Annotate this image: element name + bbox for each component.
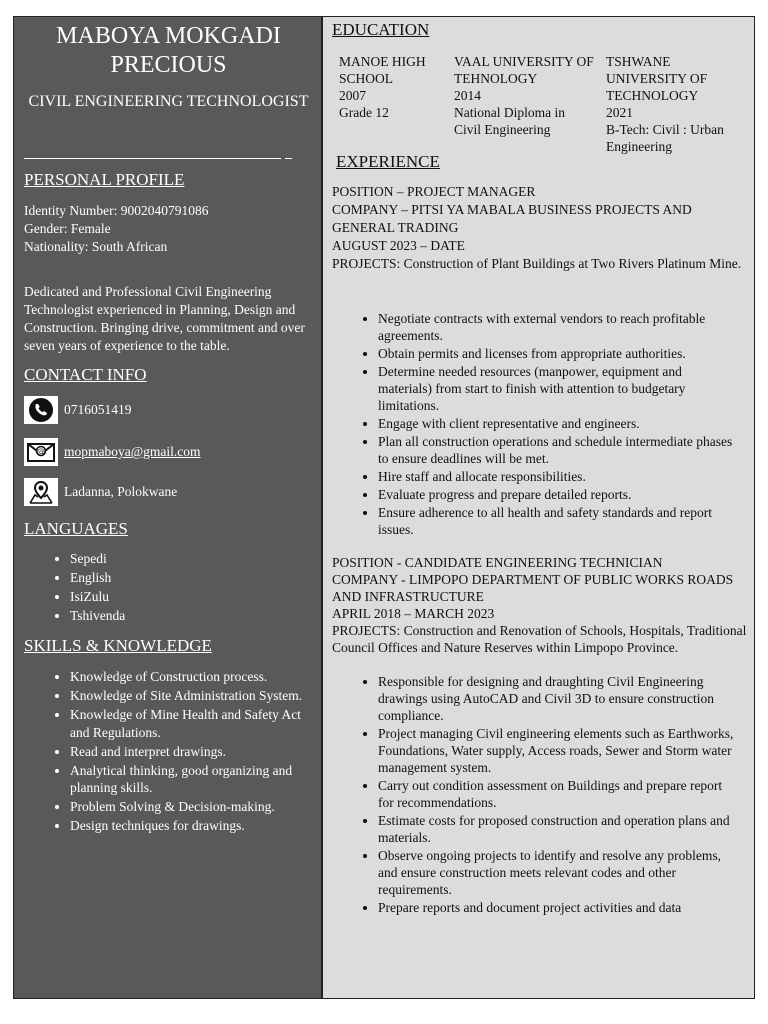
job-duties [332, 310, 738, 539]
education-qualification: National Diploma in Civil Engineering [454, 105, 565, 137]
phone-icon [24, 396, 58, 424]
list-item: • Knowledge of Mine Health and Safety Act and Regulations. [70, 706, 317, 741]
education-entry [339, 53, 447, 121]
personal-profile-heading: PERSONAL PROFILE [24, 170, 185, 189]
list-item: • Evaluate progress and prepare detailed reports. [378, 486, 738, 503]
job-projects: PROJECTS: Construction and Renovation of Schools, Hospitals, Traditional Council Offices and Nature Reserves within Limpopo Province. [332, 623, 747, 655]
job-dates: APRIL 2018 – MARCH 2023 [332, 606, 495, 621]
contact-phone-row [24, 395, 132, 425]
svg-text:@: @ [37, 447, 45, 456]
list-item: • Problem Solving & Decision-making. [70, 798, 317, 816]
gender: Gender: Female [24, 221, 111, 236]
nationality: Nationality: South African [24, 239, 168, 254]
list-item: • Tshivenda [70, 607, 317, 625]
list-item: • Negotiate contracts with external vendors to reach profitable agreements. [378, 310, 738, 344]
education-institution: TSHWANE UNIVERSITY OF TECHNOLOGY [606, 54, 708, 103]
list-item: • Obtain permits and licenses from appropriate authorities. [378, 345, 738, 362]
divider [24, 158, 281, 159]
skills-list [24, 668, 317, 836]
list-item: • Determine needed resources (manpower, equipment and materials) from start to finish with attention to budgetary limitations. [378, 363, 738, 414]
languages-list [24, 550, 317, 626]
list-item: • Plan all construction operations and schedule intermediate phases to ensure deadlines will be met. [378, 433, 738, 467]
skills-heading: SKILLS & KNOWLEDGE [24, 636, 212, 655]
education-entry [606, 53, 746, 155]
languages-heading: LANGUAGES [24, 519, 128, 538]
candidate-name: MABOYA MOKGADI PRECIOUS [56, 23, 281, 78]
job-entry [332, 554, 747, 656]
email-link[interactable]: mopmaboya@gmail.com [64, 444, 201, 459]
job-company: COMPANY - LIMPOPO DEPARTMENT OF PUBLIC WORKS ROADS AND INFRASTRUCTURE [332, 572, 734, 604]
contact-location-row [24, 477, 177, 507]
contact-email-row [24, 437, 201, 467]
list-item: • Analytical thinking, good organizing and planning skills. [70, 762, 317, 797]
education-qualification: Grade 12 [339, 105, 389, 120]
education-institution: VAAL UNIVERSITY OF TEHNOLOGY [454, 54, 594, 86]
list-item: • Observe ongoing projects to identify and resolve any problems, and ensure construction meets relevant codes and other requirements. [378, 847, 738, 898]
list-item: • Knowledge of Construction process. [70, 668, 317, 686]
list-item: • Carry out condition assessment on Buildings and prepare report for recommendations. [378, 777, 738, 811]
list-item: • Ensure adherence to all health and safety standards and report issues. [378, 504, 738, 538]
list-item: • Project managing Civil engineering elements such as Earthworks, Foundations, Water supply, Access roads, Sewer and Storm water management system. [378, 725, 738, 776]
job-duties [332, 673, 738, 917]
job-position: POSITION – PROJECT MANAGER [332, 184, 536, 199]
phone-number: 0716051419 [64, 402, 132, 417]
list-item: • Knowledge of Site Administration System. [70, 687, 317, 705]
education-year: 2014 [454, 88, 481, 103]
main-content [322, 16, 755, 999]
education-entry [454, 53, 594, 138]
list-item: • Read and interpret drawings. [70, 743, 317, 761]
sidebar [13, 16, 322, 999]
education-year: 2021 [606, 105, 633, 120]
list-item: • Hire staff and allocate responsibilities. [378, 468, 738, 485]
experience-heading: EXPERIENCE [336, 152, 440, 171]
list-item: • Estimate costs for proposed construction and operation plans and materials. [378, 812, 738, 846]
list-item: • Design techniques for drawings. [70, 817, 317, 835]
job-company: COMPANY – PITSI YA MABALA BUSINESS PROJECTS AND GENERAL TRADING [332, 202, 692, 235]
email-icon [24, 438, 58, 466]
job-dates: AUGUST 2023 – DATE [332, 238, 465, 253]
list-item: • Sepedi [70, 550, 317, 568]
job-title: CIVIL ENGINEERING TECHNOLOGIST [28, 93, 309, 110]
location: Ladanna, Polokwane [64, 484, 178, 499]
list-item: • Engage with client representative and engineers. [378, 415, 738, 432]
identity-number: Identity Number: 9002040791086 [24, 203, 209, 218]
list-item: • English [70, 569, 317, 587]
education-heading: EDUCATION [332, 20, 430, 39]
contact-info-heading: CONTACT INFO [24, 365, 147, 384]
list-item: • Prepare reports and document project activities and data [378, 899, 738, 916]
education-year: 2007 [339, 88, 366, 103]
education-institution: MANOE HIGH SCHOOL [339, 54, 426, 86]
divider-tick [285, 158, 292, 159]
job-position: POSITION - CANDIDATE ENGINEERING TECHNICIAN [332, 555, 663, 570]
education-qualification: B-Tech: Civil : Urban Engineering [606, 122, 724, 154]
list-item: • Responsible for designing and draughting Civil Engineering drawings using AutoCAD and Civil 3D to ensure construction compliance. [378, 673, 738, 724]
list-item: • IsiZulu [70, 588, 317, 606]
job-entry [332, 183, 747, 273]
job-projects: PROJECTS: Construction of Plant Buildings at Two Rivers Platinum Mine. [332, 256, 742, 271]
profile-summary: Dedicated and Professional Civil Engineering Technologist experienced in Planning, Design and Construction. Bringing drive, commitment and over seven years of experience to the table. [24, 284, 305, 353]
location-icon [24, 478, 58, 506]
